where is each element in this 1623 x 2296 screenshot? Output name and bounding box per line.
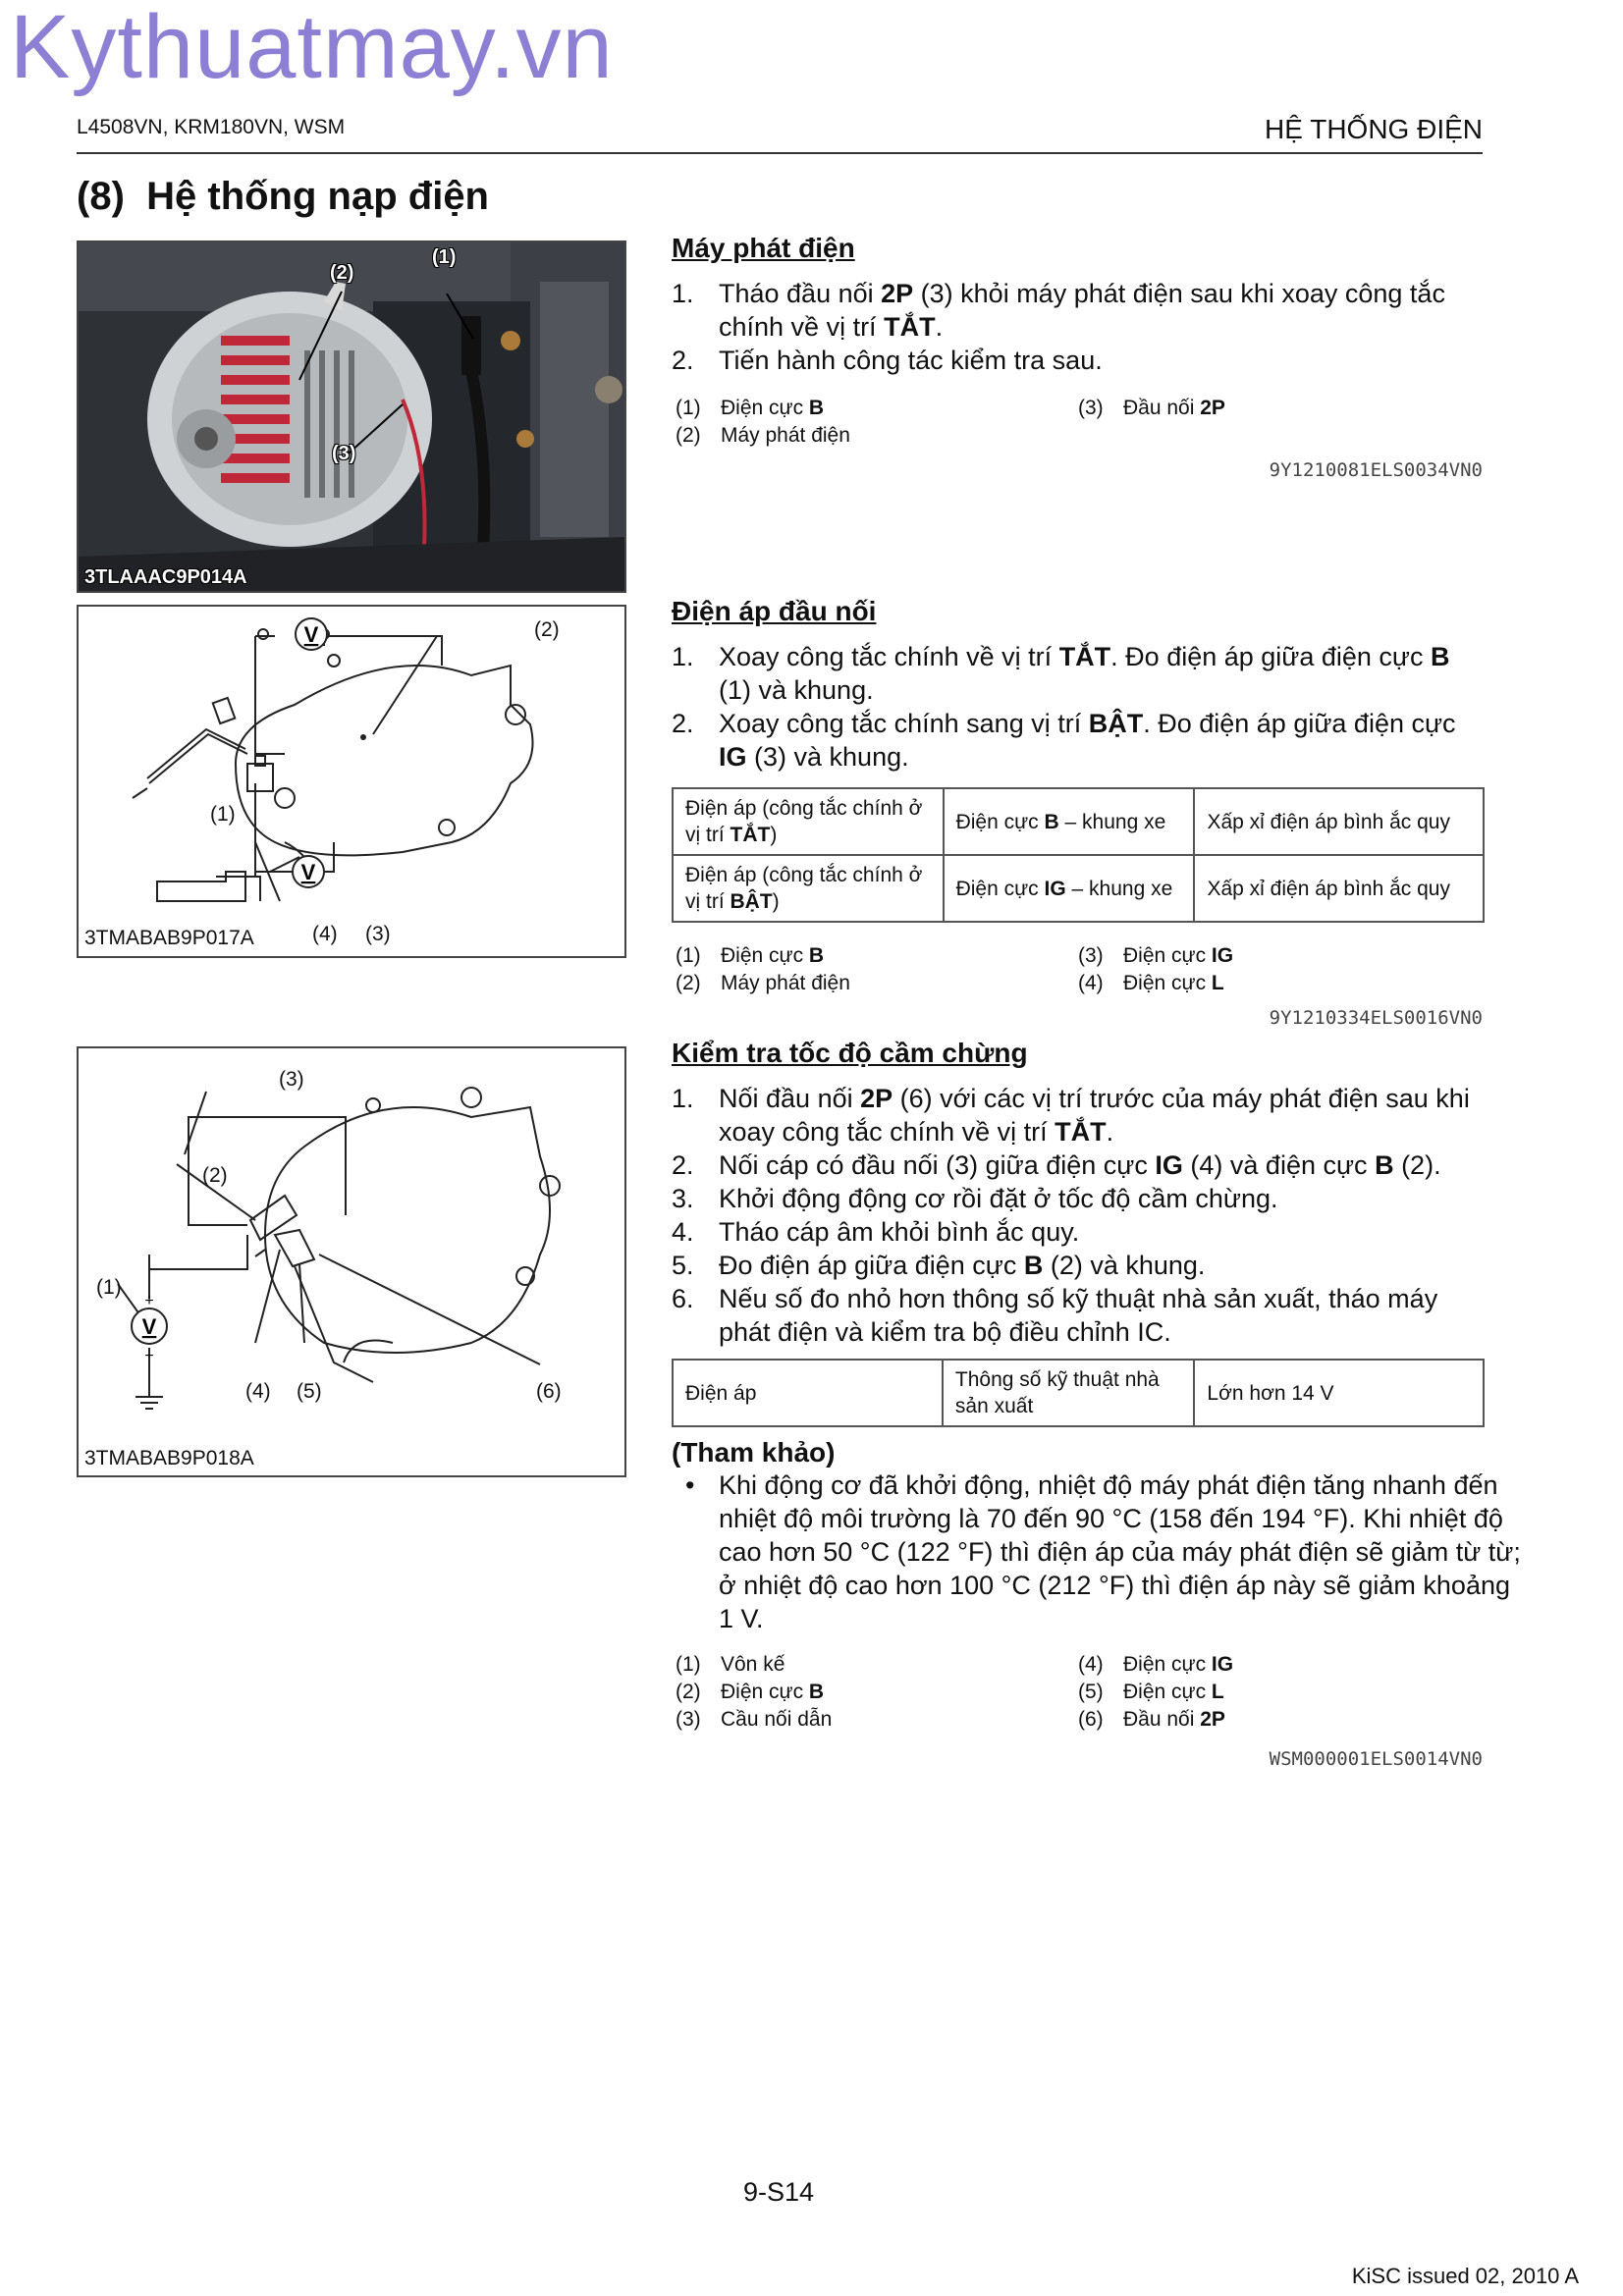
bold-term: IG [1211, 1653, 1234, 1676]
fig1-code: 3TLAAAC9P014A [84, 566, 247, 588]
bold-term: B [1431, 642, 1450, 671]
text-run: Điện cực [1123, 944, 1212, 967]
text-run: Vôn kế [721, 1653, 785, 1676]
step-text [719, 1284, 1437, 1347]
step-number: 1. [672, 279, 694, 308]
text-run: Xấp xỉ điện áp bình ắc quy [1207, 810, 1450, 833]
block3-note-text: Khi động cơ đã khởi động, nhiệt độ máy phát điện tăng nhanh đến nhiệt độ môi trường là 70 đến 90 °C (158 đến 194 °F). Khi nhiệt độ cao hơn 50 °C (122 °F) thì điện áp của máy phát điện sẽ giảm từ từ; ở nhiệt độ cao hơn 100 °C (212 °F) thì điện áp này sẽ giảm khoảng 1 V. [719, 1470, 1521, 1633]
fig3-code: 3TMABAB9P018A [84, 1447, 254, 1469]
step-text [719, 642, 1450, 705]
text-run: Điện cực [1123, 1653, 1212, 1676]
legend-item [676, 395, 824, 422]
page-number: 9-S14 [743, 2177, 815, 2207]
legend-number: (4) [1078, 972, 1104, 994]
block3-note [672, 1468, 1532, 1635]
bold-term: 2P [881, 279, 914, 308]
text-run: (4) và điện cực [1182, 1150, 1376, 1180]
text-run: Đầu nối [1123, 397, 1201, 419]
bold-term: IG [719, 742, 747, 772]
fig2-callout-1: (1) [210, 803, 236, 826]
bold-term: TẮT [1055, 1117, 1107, 1147]
fig3-meter: V [141, 1314, 157, 1339]
text-run: Điện áp (công tắc chính ở vị trí [685, 797, 923, 846]
header-rule [77, 152, 1483, 154]
header-models: L4508VN, KRM180VN, WSM [77, 116, 346, 138]
bold-term: BẬT [730, 890, 773, 913]
block3-note-title: (Tham khảo) [672, 1437, 836, 1468]
text-run: . [935, 312, 944, 342]
idle-speed-diagram [79, 1048, 624, 1475]
fig3-callout-6: (6) [536, 1380, 562, 1403]
figure-alternator-photo [77, 240, 626, 593]
text-run: Lớn hơn 14 V [1207, 1381, 1334, 1405]
step-text [719, 709, 1456, 772]
text-run: (6) với các vị trí trước của máy phát điện sau khi xoay công tắc chính về vị trí [719, 1084, 1470, 1147]
section-title-text: Hệ thống nạp điện [146, 175, 489, 218]
legend-number: (4) [1078, 1653, 1104, 1676]
text-run: Nếu số đo nhỏ hơn thông số kỹ thuật nhà sản xuất, tháo máy phát điện và kiểm tra bộ điều chỉnh IC. [719, 1284, 1438, 1347]
legend-item [676, 1679, 824, 1706]
step-number: 6. [672, 1284, 694, 1313]
legend-number: (2) [676, 424, 701, 447]
bold-term: L [1211, 972, 1224, 994]
bold-term: B [1023, 1251, 1044, 1280]
text-run: Tiến hành công tác kiểm tra sau. [719, 346, 1103, 375]
fig3-callout-2: (2) [202, 1164, 228, 1187]
table-cell [673, 1360, 943, 1426]
block2-steps [672, 640, 1485, 774]
legend-item [1078, 1651, 1233, 1679]
legend-number: (5) [1078, 1681, 1104, 1703]
text-run: Điện cực [721, 944, 809, 967]
watermark: Kythuatmay.vn [10, 0, 614, 97]
block1-steps [672, 277, 1485, 377]
table-cell [1194, 788, 1484, 855]
legend-item [1078, 970, 1224, 997]
step-text [719, 1251, 1205, 1280]
step-item [672, 1182, 1485, 1215]
issued-info: KiSC issued 02, 2010 A [1351, 2264, 1579, 2288]
step-item [672, 1249, 1485, 1282]
bold-term: IG [1211, 944, 1234, 967]
text-run: Đo điện áp giữa điện cực [719, 1251, 1024, 1280]
bold-term: 2P [1200, 397, 1225, 419]
text-run: . Đo điện áp giữa điện cực [1143, 709, 1456, 738]
block2-title: Điện áp đầu nối [672, 596, 877, 626]
fig2-code: 3TMABAB9P017A [84, 927, 254, 949]
legend-number: (1) [676, 944, 701, 967]
text-run: (3) khỏi máy phát điện sau khi xoay công tắc chính về vị trí [719, 279, 1445, 342]
block3-doc-code: WSM000001ELS0014VN0 [1269, 1748, 1483, 1770]
table-cell [1194, 1360, 1484, 1426]
fig3-callout-1: (1) [96, 1276, 122, 1299]
fig1-callout-2: (2) [330, 262, 354, 284]
text-run: Cầu nối dẫn [721, 1708, 833, 1731]
bold-term: BẬT [1088, 709, 1144, 738]
legend-number: (3) [676, 1708, 701, 1731]
bold-term: 2P [1200, 1708, 1225, 1731]
text-run: Máy phát điện [721, 972, 850, 994]
step-number: 1. [672, 642, 694, 671]
bold-term: B [808, 1681, 825, 1703]
legend-item [1078, 1679, 1224, 1706]
fig2-callout-2: (2) [534, 618, 560, 641]
legend-item [676, 422, 850, 450]
legend-item [676, 942, 824, 970]
step-item [672, 1282, 1485, 1349]
text-run: Điện cực [955, 810, 1045, 833]
alternator-photo-drawing [79, 242, 624, 591]
block3-title: Kiểm tra tốc độ cầm chừng [672, 1038, 1028, 1068]
bold-term: B [1375, 1150, 1394, 1180]
step-text [719, 1217, 1079, 1247]
text-run: Điện cực [955, 877, 1045, 900]
section-title [77, 175, 489, 219]
section-number: (8) [77, 175, 125, 218]
block2-legend [676, 942, 1481, 1001]
bullet-icon: • [685, 1470, 695, 1500]
legend-item [676, 970, 850, 997]
step-number: 2. [672, 346, 694, 375]
table-cell [944, 788, 1195, 855]
step-item [672, 707, 1485, 774]
fig2-callout-4: (4) [312, 923, 338, 945]
text-run: Khởi động động cơ rồi đặt ở tốc độ cầm chừng. [719, 1184, 1278, 1213]
step-number: 4. [672, 1217, 694, 1247]
block1-title: Máy phát điện [672, 233, 855, 263]
table-cell [1194, 855, 1484, 922]
fig2-callout-3: (3) [365, 923, 391, 945]
text-run: ) [770, 824, 778, 846]
text-run: Xoay công tắc chính về vị trí [719, 642, 1059, 671]
text-run: (2) và khung. [1043, 1251, 1206, 1280]
legend-number: (2) [676, 972, 701, 994]
fig3-callout-4: (4) [245, 1380, 271, 1403]
legend-number: (1) [676, 1653, 701, 1676]
bold-term: TẮT [1058, 642, 1111, 671]
legend-item [676, 1706, 832, 1734]
step-number: 3. [672, 1184, 694, 1213]
figure-idle-speed-check [77, 1046, 626, 1477]
table-row [673, 855, 1484, 922]
bold-term: TẮT [730, 824, 771, 846]
svg-text:−: − [144, 1348, 154, 1364]
bold-term: B [808, 944, 825, 967]
legend-number: (3) [1078, 397, 1104, 419]
fig2-meter-top: V [303, 622, 319, 647]
block2-spec-table [672, 787, 1485, 923]
step-number: 2. [672, 1150, 694, 1180]
text-run: . Đo điện áp giữa điện cực [1110, 642, 1432, 671]
legend-number: (1) [676, 397, 701, 419]
legend-item [1078, 1706, 1225, 1734]
text-run: Tháo cáp âm khỏi bình ắc quy. [719, 1217, 1080, 1247]
bold-term: IG [1044, 877, 1066, 900]
text-run: – khung xe [1065, 877, 1173, 900]
block3-spec-table [672, 1359, 1485, 1427]
header-chapter: HỆ THỐNG ĐIỆN [1265, 114, 1483, 144]
text-run: Nối đầu nối [719, 1084, 861, 1113]
bold-term: IG [1155, 1150, 1183, 1180]
text-run: Điện cực [1123, 1681, 1212, 1703]
table-cell [673, 788, 944, 855]
bold-term: B [1044, 810, 1059, 833]
step-item [672, 1082, 1485, 1148]
text-run: Máy phát điện [721, 424, 850, 447]
text-run: Xấp xỉ điện áp bình ắc quy [1207, 877, 1450, 900]
step-text [719, 1084, 1470, 1147]
svg-text:+: + [144, 1293, 154, 1309]
step-text [719, 1184, 1278, 1213]
terminal-voltage-diagram [79, 607, 624, 956]
text-run: Điện áp (công tắc chính ở vị trí [685, 864, 923, 913]
text-run: Điện cực [721, 397, 809, 419]
table-row [673, 788, 1484, 855]
bold-term: 2P [860, 1084, 893, 1113]
step-text [719, 346, 1103, 375]
text-run: Nối cáp có đầu nối (3) giữa điện cực [719, 1150, 1156, 1180]
text-run: Thông số kỹ thuật nhà sản xuất [954, 1368, 1160, 1417]
figure-terminal-voltage [77, 605, 626, 958]
step-number: 2. [672, 709, 694, 738]
step-text [719, 279, 1445, 342]
text-run: . [1106, 1117, 1114, 1147]
block1-doc-code: 9Y1210081ELS0034VN0 [1269, 459, 1483, 481]
legend-number: (2) [676, 1681, 701, 1703]
fig1-callout-1: (1) [432, 246, 457, 268]
table-cell [944, 855, 1195, 922]
step-text [719, 1150, 1441, 1180]
block3-legend [676, 1651, 1481, 1739]
bold-term: TẮT [884, 312, 936, 342]
table-row [673, 1360, 1484, 1426]
step-item [672, 1148, 1485, 1182]
step-number: 1. [672, 1084, 694, 1113]
text-run: Đầu nối [1123, 1708, 1201, 1731]
text-run: Xoay công tắc chính sang vị trí [719, 709, 1089, 738]
text-run: (1) và khung. [719, 675, 874, 705]
block2-doc-code: 9Y1210334ELS0016VN0 [1269, 1007, 1483, 1029]
legend-number: (3) [1078, 944, 1104, 967]
text-run: (3) và khung. [746, 742, 909, 772]
block3-steps [672, 1082, 1485, 1349]
text-run: ) [772, 890, 780, 913]
fig3-callout-3: (3) [279, 1068, 304, 1091]
fig2-meter-bottom: V [300, 860, 316, 884]
fig1-callout-3: (3) [332, 443, 356, 464]
legend-item [1078, 395, 1225, 422]
step-item [672, 1215, 1485, 1249]
text-run: (2). [1393, 1150, 1441, 1180]
bold-term: B [808, 397, 825, 419]
bold-term: L [1211, 1681, 1224, 1703]
fig3-callout-5: (5) [297, 1380, 322, 1403]
step-item [672, 640, 1485, 707]
text-run: – khung xe [1058, 810, 1166, 833]
legend-number: (6) [1078, 1708, 1104, 1731]
step-item [672, 277, 1485, 344]
block1-legend [676, 395, 1481, 454]
text-run: Điện áp [685, 1381, 757, 1405]
text-run: Điện cực [721, 1681, 809, 1703]
table-cell [943, 1360, 1195, 1426]
text-run: Điện cực [1123, 972, 1212, 994]
legend-item [676, 1651, 784, 1679]
legend-item [1078, 942, 1233, 970]
step-number: 5. [672, 1251, 694, 1280]
table-cell [673, 855, 944, 922]
step-item [672, 344, 1485, 377]
text-run: Tháo đầu nối [719, 279, 882, 308]
